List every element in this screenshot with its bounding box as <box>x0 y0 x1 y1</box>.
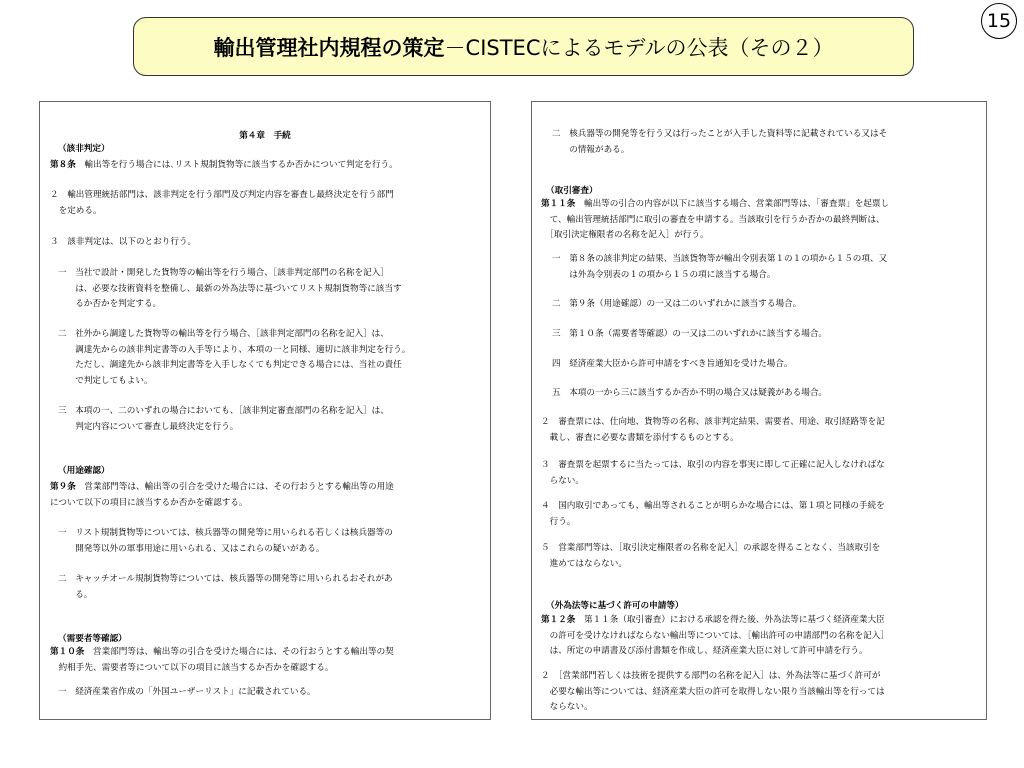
chapter-heading: 第４章 手続 <box>239 131 291 141</box>
article-9 <box>50 480 394 511</box>
page-number-badge <box>981 3 1017 39</box>
article-8-item-1: 一 当社で設計・開発した貨物等の輸出等を行う場合、［該非判定部門の名称を記入］ は、必要な技術資料を整備し、最新の外為法等に基づいてリスト規制貨物等に該当す るか否かを判定する。 <box>58 268 402 309</box>
article-11-paragraph-4: ４ 国内取引であっても、輸出等されることが明らかな場合には、第１項と同様の手続を 行う。 <box>541 501 885 527</box>
section-heading-juyou: （需要者等確認） <box>58 634 127 644</box>
article-9-item-2: 二 キャッチオール規制貨物等については、核兵器等の開発等に用いられるおそれがあ る。 <box>58 574 393 600</box>
article-8-paragraph-3: ３ 該非判定は、以下のとおり行う。 <box>50 237 197 247</box>
article-12-paragraph-2: ２ ［営業部門若しくは技術を提供する部門の名称を記入］は、外為法等に基づく許可が 必要な輸出等については、経済産業大臣の許可を取得しない限り当該輸出等を行っては ならない。 <box>541 671 885 712</box>
article-11-item-2: 二 第９条（用途確認）の一又は二のいずれかに該当する場合。 <box>552 299 802 309</box>
section-heading-kyoka: （外為法等に基づく許可の申請等） <box>546 601 684 611</box>
article-11-label: 第１１条 <box>541 199 576 209</box>
section-heading-youto: （用途確認） <box>58 466 110 476</box>
article-8-item-3: 三 本項の一、二のいずれの場合においても、［該非判定審査部門の名称を記入］は、 判定内容について審査し最終決定を行う。 <box>58 406 389 432</box>
article-12-label: 第１２条 <box>541 615 576 625</box>
article-10-item-2: 二 核兵器等の開発等を行う又は行ったことが入手した資料等に記載されている又はそ の情報がある。 <box>552 129 888 155</box>
article-10 <box>50 645 394 676</box>
article-8 <box>50 158 398 174</box>
article-9-item-1: 一 リスト規制貨物等については、核兵器等の開発等に用いられる若しくは核兵器等の 開発等以外の軍事用途に用いられる、又はこれらの疑いがある。 <box>58 528 393 554</box>
article-11-paragraph-5: ５ 営業部門等は、［取引決定権限者の名称を記入］の承認を得ることなく、当該取引を 進めてはならない。 <box>541 543 881 569</box>
article-11-item-1: 一 第８条の該非判定の結果、当該貨物等が輸出令別表第１の１の項から１５の項、又 は外為令別表の１の項から１５の項に該当する場合。 <box>552 254 888 280</box>
left-document-panel <box>39 101 491 720</box>
article-11-paragraph-2: ２ 審査票には、仕向地、貨物等の名称、該非判定結果、需要者、用途、取引経路等を記 載し、審査に必要な書類を添付するものとする。 <box>541 417 885 443</box>
right-document-panel <box>531 101 987 720</box>
article-12 <box>541 613 889 660</box>
slide-title-box <box>133 17 914 76</box>
title-sub: －CISTECによるモデルの公表（その２） <box>444 35 834 60</box>
article-9-text: 営業部門等は、輸出等の引合を受けた場合には、その行おうとする輸出等の用途 について以下の項目に該当するか否かを確認する。 <box>50 482 394 508</box>
section-heading-gaihi: （該非判定） <box>58 144 110 154</box>
article-10-text: 営業部門等は、輸出等の引合を受けた場合には、その行おうとする輸出等の契 約相手先、需要者等について以下の項目に該当するか否かを確認する。 <box>58 647 394 673</box>
article-10-label: 第１０条 <box>50 647 85 657</box>
article-8-label: 第８条 <box>50 160 76 170</box>
page-number: 15 <box>986 9 1012 32</box>
article-11-item-3: 三 第１０条（需要者等確認）の一又は二のいずれかに該当する場合。 <box>552 329 828 339</box>
article-8-paragraph-2: ２ 輸出管理統括部門は、該非判定を行う部門及び判定内容を審査し最終決定を行う部門 を定める。 <box>50 190 394 216</box>
article-12-text: 第１１条（取引審査）における承認を得た後、外為法等に基づく経済産業大臣 の許可を受けなければならない輸出等については､［輸出許可の申請部門の名称を記入］ は、所定の申請書及び添付書類を作成し、経済産業大臣に対して許可申請を行う。 <box>549 615 889 656</box>
article-9-label: 第９条 <box>50 482 76 492</box>
article-11-paragraph-3: ３ 審査票を起票するに当たっては、取引の内容を事実に即して正確に記入しなければな らない。 <box>541 460 885 486</box>
article-8-item-2: 二 社外から調達した貨物等の輸出等を行う場合、［該非判定部門の名称を記入］は、 調達先からの該非判定書等の入手等により、本項の一と同様、適切に該非判定を行う。 ただし、調達先から該非判定書等を入手しなくても判定できる場合には、当社の責任 で判定してもよい。 <box>58 329 411 386</box>
article-11-item-4: 四 経済産業大臣から許可申請をすべき旨通知を受けた場合。 <box>552 359 793 369</box>
article-11-text: 輸出等の引合の内容が以下に該当する場合、営業部門等は、「審査票」を起票し て、輸出管理統括部門に取引の審査を申請する。当該取引を行うか否かの最終判断は、 ［取引決定権限者の名称を記入］が行う。 <box>549 199 890 240</box>
article-11-item-5: 五 本項の一から三に該当するか否か不明の場合又は疑義がある場合。 <box>552 388 828 398</box>
section-heading-torihiki: （取引審査） <box>546 186 598 196</box>
article-11 <box>541 197 889 244</box>
article-10-item-1: 一 経済産業省作成の「外国ユーザーリスト」に記載されている。 <box>58 687 316 697</box>
title-main: 輸出管理社内規程の策定 <box>213 35 445 60</box>
article-8-text: 輸出等を行う場合には､リスト規制貨物等に該当するか否かについて判定を行う。 <box>75 160 398 170</box>
